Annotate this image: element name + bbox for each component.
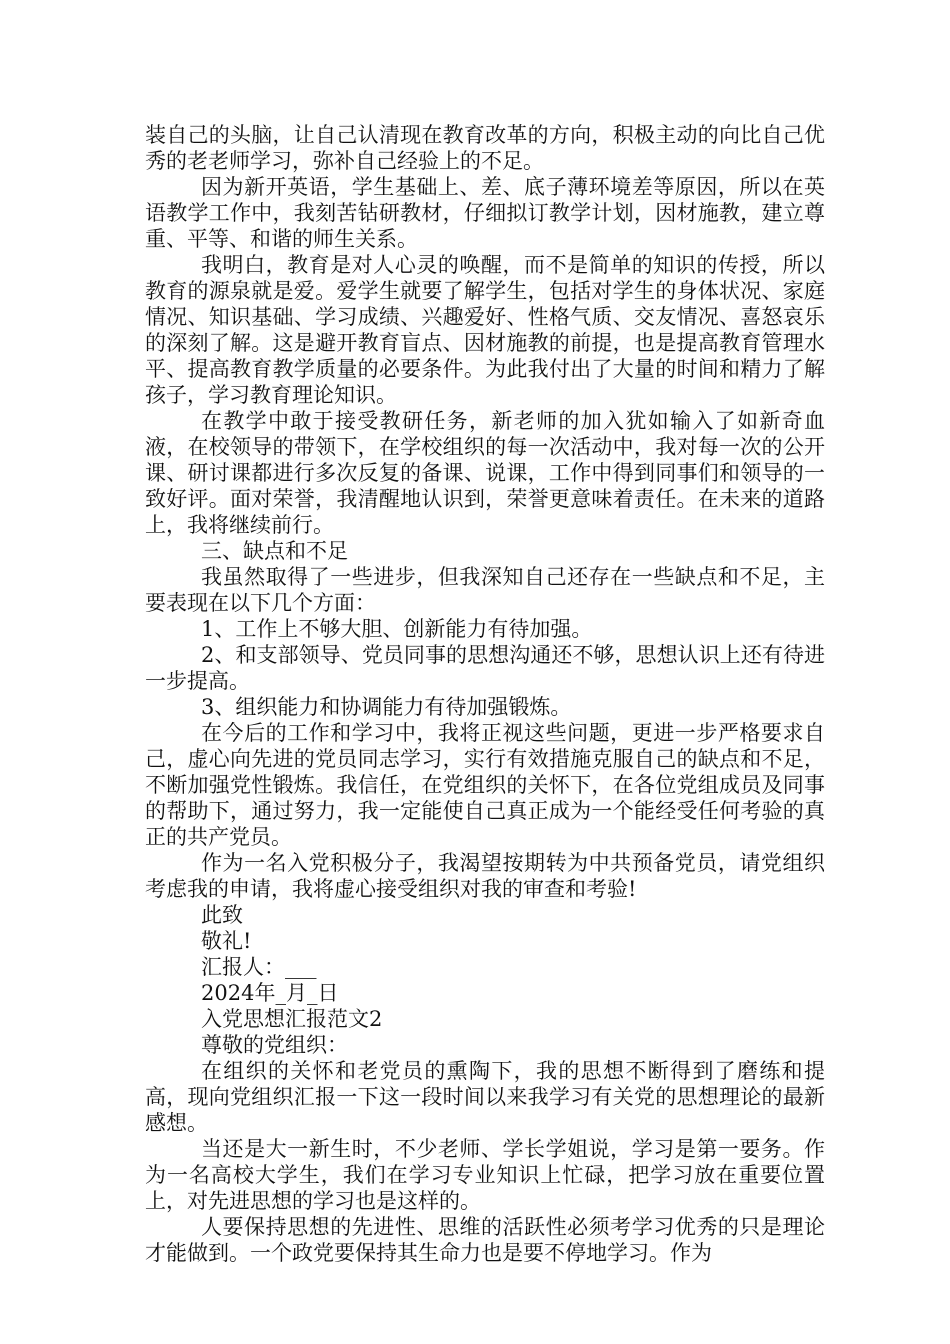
paragraph-continued: 装自己的头脑，让自己认清现在教育改革的方向，积极主动的向比自己优秀的老老师学习，弥补自己经验上的不足。	[145, 123, 825, 173]
closing-salutation: 此致	[201, 903, 243, 927]
paragraph: 人要保持思想的先进性、思维的活跃性必须考学习优秀的只是理论才能做到。一个政党要保持其生命力也是要不停地学习。作为	[145, 1215, 825, 1265]
paragraph: 在组织的关怀和老党员的熏陶下，我的思想不断得到了磨练和提高，现向党组织汇报一下这一段时间以来我学习有关党的思想理论的最新感想。	[145, 1059, 825, 1135]
list-item: 2、和支部领导、党员同事的思想沟通还不够，思想认识上还有待进一步提高。	[145, 643, 825, 693]
paragraph: 作为一名入党积极分子，我渴望按期转为中共预备党员，请党组织考虑我的申请，我将虚心接受组织对我的审查和考验!	[145, 851, 825, 901]
date-line: 2024年_月_日	[201, 981, 339, 1005]
paragraph: 我虽然取得了一些进步，但我深知自己还存在一些缺点和不足，主要表现在以下几个方面：	[145, 565, 825, 615]
list-item: 1、工作上不够大胆、创新能力有待加强。	[201, 617, 593, 641]
paragraph: 在教学中敢于接受教研任务，新老师的加入犹如输入了如新奇血液，在校领导的带领下，在学校组织的每一次活动中，我对每一次的公开课、研讨课都进行多次反复的备课、说课，工作中得到同事们和领导的一致好评。面对荣誉，我清醒地认识到，荣誉更意味着责任。在未来的道路上，我将继续前行。	[145, 409, 825, 537]
document-body	[145, 122, 825, 1266]
reporter-line: 汇报人：___	[201, 955, 317, 979]
greeting: 尊敬的党组织：	[201, 1033, 348, 1057]
paragraph: 当还是大一新生时，不少老师、学长学姐说，学习是第一要务。作为一名高校大学生，我们在学习专业知识上忙碌，把学习放在重要位置上，对先进思想的学习也是这样的。	[145, 1137, 825, 1213]
paragraph: 在今后的工作和学习中，我将正视这些问题，更进一步严格要求自己，虚心向先进的党员同志学习，实行有效措施克服自己的缺点和不足，不断加强党性锻炼。我信任，在党组织的关怀下，在各位党组成员及同事的帮助下，通过努力，我一定能使自己真正成为一个能经受任何考验的真正的共产党员。	[145, 721, 825, 849]
closing-salutation: 敬礼!	[201, 929, 252, 953]
document-subtitle: 入党思想汇报范文2	[201, 1007, 383, 1031]
paragraph: 我明白，教育是对人心灵的唤醒，而不是简单的知识的传授，所以教育的源泉就是爱。爱学生就要了解学生，包括对学生的身体状况、家庭情况、知识基础、学习成绩、兴趣爱好、性格气质、交友情况、喜怒哀乐的深刻了解。这是避开教育盲点、因材施教的前提，也是提高教育管理水平、提高教育教学质量的必要条件。为此我付出了大量的时间和精力了解孩子，学习教育理论知识。	[145, 253, 825, 407]
list-item: 3、组织能力和协调能力有待加强锻炼。	[201, 695, 572, 719]
paragraph: 因为新开英语，学生基础上、差、底子薄环境差等原因，所以在英语教学工作中，我刻苦钻研教材，仔细拟订教学计划，因材施教，建立尊重、平等、和谐的师生关系。	[145, 175, 825, 251]
section-heading: 三、缺点和不足	[201, 539, 348, 563]
